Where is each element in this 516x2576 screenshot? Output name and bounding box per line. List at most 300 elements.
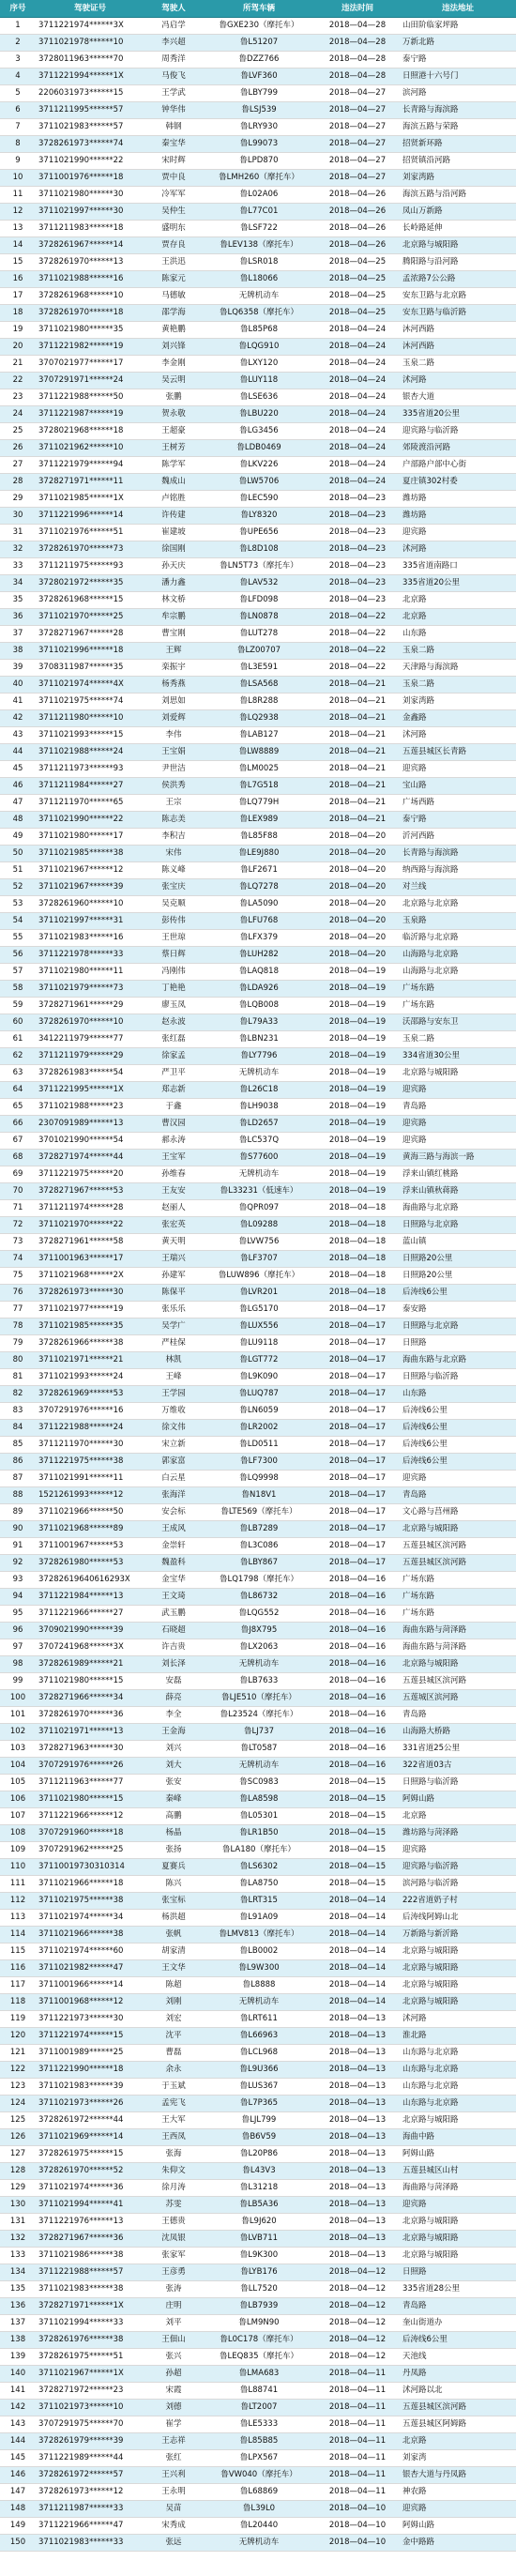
cell-violation-address: 玉泉二路 [400, 677, 516, 694]
cell-license-no: 3707291962******25 [36, 1842, 144, 1859]
cell-vehicle: 鲁LFD098 [203, 592, 315, 609]
cell-violation-address: 广场东路 [400, 981, 516, 998]
cell-seq: 75 [0, 1268, 36, 1285]
cell-driver: 卢铭胜 [144, 491, 203, 508]
cell-vehicle: 鲁LQ9998 [203, 1471, 315, 1487]
cell-violation-time: 2018—04—15 [315, 1825, 400, 1842]
cell-license-no: 3728271963******30 [36, 1741, 144, 1758]
cell-violation-address: 海曲东路与菏泽路 [400, 1623, 516, 1639]
cell-driver: 魏成山 [144, 474, 203, 491]
cell-driver: 曹汉园 [144, 1116, 203, 1133]
table-row [0, 102, 516, 119]
cell-violation-time: 2018—04—17 [315, 1386, 400, 1403]
cell-seq: 46 [0, 778, 36, 795]
cell-vehicle: 鲁LQB008 [203, 998, 315, 1014]
cell-license-no: 3711021993******24 [36, 1369, 144, 1386]
table-row [0, 1471, 516, 1487]
cell-driver: 钟华伟 [144, 102, 203, 119]
cell-vehicle: 鲁LD0511 [203, 1437, 315, 1454]
table-row [0, 812, 516, 829]
table-row [0, 2349, 516, 2366]
cell-driver: 王超豪 [144, 423, 203, 440]
cell-vehicle: 鲁LDB0469 [203, 440, 315, 457]
cell-vehicle: 鲁L3E591 [203, 660, 315, 677]
cell-seq: 48 [0, 812, 36, 829]
cell-license-no: 3701021990******54 [36, 1133, 144, 1150]
cell-license-no: 3728021968******18 [36, 423, 144, 440]
cell-vehicle: 鲁LKV226 [203, 457, 315, 474]
cell-vehicle: 鲁L09288 [203, 1217, 315, 1234]
table-row [0, 1589, 516, 1606]
cell-violation-time: 2018—04—18 [315, 1200, 400, 1217]
cell-seq: 15 [0, 254, 36, 271]
cell-driver: 马俊飞 [144, 69, 203, 85]
table-row [0, 1437, 516, 1454]
cell-license-no: 3711021985******38 [36, 846, 144, 862]
cell-driver: 王学武 [144, 85, 203, 102]
table-row [0, 18, 516, 35]
cell-violation-time: 2018—04—11 [315, 2383, 400, 2400]
cell-violation-address: 北京路与城阳路 [400, 1521, 516, 1538]
cell-license-no: 3711021966******38 [36, 1927, 144, 1943]
cell-license-no: 3711021994******41 [36, 2197, 144, 2214]
cell-license-no: 3728261970******52 [36, 2163, 144, 2180]
cell-driver: 张宏英 [144, 1217, 203, 1234]
cell-violation-time: 2018—04—12 [315, 2281, 400, 2298]
table-row [0, 981, 516, 998]
cell-license-no: 3711001976******18 [36, 170, 144, 187]
cell-license-no: 3711021982******47 [36, 1960, 144, 1977]
cell-violation-address: 泰宁路 [400, 812, 516, 829]
cell-vehicle: 鲁L33231（低速车） [203, 1183, 315, 1200]
cell-vehicle: 鲁LX2063 [203, 1639, 315, 1656]
cell-seq: 98 [0, 1656, 36, 1673]
cell-driver: 金宝华 [144, 1572, 203, 1589]
cell-driver: 林凯 [144, 1352, 203, 1369]
cell-violation-address: 后涛线6公里 [400, 1285, 516, 1302]
cell-violation-time: 2018—04—17 [315, 1318, 400, 1335]
cell-violation-time: 2018—04—16 [315, 1572, 400, 1589]
cell-vehicle: 无牌机动车 [203, 1758, 315, 1775]
cell-seq: 73 [0, 1234, 36, 1251]
cell-violation-time: 2018—04—20 [315, 879, 400, 896]
cell-seq: 52 [0, 879, 36, 896]
cell-seq: 43 [0, 727, 36, 744]
table-row [0, 1943, 516, 1960]
cell-seq: 30 [0, 508, 36, 525]
cell-license-no: 3728271974******44 [36, 1150, 144, 1166]
cell-vehicle: 鲁LEX989 [203, 812, 315, 829]
cell-violation-time: 2018—04—28 [315, 18, 400, 35]
cell-driver: 王金海 [144, 1724, 203, 1741]
cell-seq: 35 [0, 592, 36, 609]
cell-violation-address: 海曲东路与菏泽路 [400, 1639, 516, 1656]
cell-violation-address: 淮北路 [400, 2028, 516, 2045]
table-row [0, 694, 516, 710]
cell-violation-address: 迎宾路 [400, 1133, 516, 1150]
cell-driver: 陈保平 [144, 1285, 203, 1302]
cell-violation-time: 2018—04—24 [315, 389, 400, 406]
cell-license-no: 3711221996******14 [36, 508, 144, 525]
cell-seq: 104 [0, 1758, 36, 1775]
cell-violation-address: 五莲县城区滨河路 [400, 1538, 516, 1555]
table-row [0, 1690, 516, 1707]
cell-vehicle: 鲁L20P86 [203, 2146, 315, 2163]
cell-driver: 郭家富 [144, 1454, 203, 1471]
cell-violation-time: 2018—04—14 [315, 1927, 400, 1943]
cell-license-no: 3711221978******33 [36, 947, 144, 964]
cell-driver: 王友安 [144, 1183, 203, 1200]
cell-violation-address: 刘家湾 [400, 2450, 516, 2467]
cell-driver: 徐文伟 [144, 1420, 203, 1437]
table-row [0, 1285, 516, 1302]
cell-seq: 63 [0, 1065, 36, 1082]
cell-violation-address: 北京路与城阳路 [400, 237, 516, 254]
table-row [0, 2501, 516, 2518]
cell-driver: 张帆 [144, 1927, 203, 1943]
cell-vehicle: 鲁L91A09 [203, 1910, 315, 1927]
cell-seq: 29 [0, 491, 36, 508]
cell-license-no: 3728261975******51 [36, 2349, 144, 2366]
cell-violation-address: 北京路与城阳路 [400, 1943, 516, 1960]
table-row [0, 491, 516, 508]
cell-vehicle: 鲁LJ737 [203, 1724, 315, 1741]
cell-license-no: 3711021968******2X [36, 1268, 144, 1285]
cell-violation-address: 迎宾路 [400, 2197, 516, 2214]
cell-vehicle: 鲁LUH282 [203, 947, 315, 964]
cell-license-no: 3728271961******29 [36, 998, 144, 1014]
cell-seq: 108 [0, 1825, 36, 1842]
cell-vehicle: 鲁LM0025 [203, 761, 315, 778]
cell-vehicle: 鲁L51207 [203, 35, 315, 52]
cell-violation-address: 北京路与城阳路 [400, 2231, 516, 2248]
table-row [0, 964, 516, 981]
table-body [0, 18, 516, 2552]
table-row [0, 575, 516, 592]
cell-driver: 张安 [144, 1775, 203, 1791]
cell-seq: 119 [0, 2011, 36, 2028]
cell-violation-address: 后涛线6公里 [400, 1437, 516, 1454]
cell-license-no: 3711021971******13 [36, 1724, 144, 1741]
cell-vehicle: 鲁LTE569（摩托车） [203, 1504, 315, 1521]
cell-vehicle: 鲁LPD870 [203, 153, 315, 170]
cell-seq: 37 [0, 626, 36, 643]
table-row [0, 930, 516, 947]
cell-seq: 53 [0, 896, 36, 913]
cell-vehicle: 鲁LCL968 [203, 2045, 315, 2062]
cell-seq: 103 [0, 1741, 36, 1758]
table-row [0, 339, 516, 356]
cell-violation-time: 2018—04—24 [315, 373, 400, 389]
cell-vehicle: 鲁LRT315 [203, 1893, 315, 1910]
cell-seq: 6 [0, 102, 36, 119]
cell-license-no: 3711021985******1X [36, 491, 144, 508]
cell-seq: 40 [0, 677, 36, 694]
cell-seq: 123 [0, 2079, 36, 2096]
cell-violation-time: 2018—04—12 [315, 2264, 400, 2281]
table-row [0, 1859, 516, 1876]
cell-driver: 王瑞兴 [144, 1251, 203, 1268]
cell-license-no: 3728261968******10 [36, 288, 144, 305]
table-row [0, 592, 516, 609]
cell-license-no: 3711021974******36 [36, 2180, 144, 2197]
cell-seq: 142 [0, 2400, 36, 2416]
cell-license-no: 3711221976******13 [36, 2214, 144, 2231]
table-row [0, 440, 516, 457]
cell-driver: 刘兴 [144, 1741, 203, 1758]
cell-violation-address: 纳西路与海滨路 [400, 862, 516, 879]
cell-driver: 冯刚伟 [144, 964, 203, 981]
cell-vehicle: 鲁B6V59 [203, 2129, 315, 2146]
cell-seq: 128 [0, 2163, 36, 2180]
table-row [0, 1758, 516, 1775]
cell-license-no: 3728271966******34 [36, 1690, 144, 1707]
cell-violation-address: 银杏大道 [400, 389, 516, 406]
cell-vehicle: 鲁L85P68 [203, 322, 315, 339]
cell-driver: 牟宗鹏 [144, 609, 203, 626]
cell-vehicle: 鲁LN0878 [203, 609, 315, 626]
table-row [0, 35, 516, 52]
cell-driver: 刘长泽 [144, 1656, 203, 1673]
cell-vehicle: 鲁LS6302 [203, 1859, 315, 1876]
cell-license-no: 3711221966******12 [36, 1808, 144, 1825]
cell-vehicle: 鲁L68869 [203, 2484, 315, 2501]
cell-driver: 吴克顺 [144, 896, 203, 913]
cell-vehicle: 鲁LB7289 [203, 1521, 315, 1538]
table-row [0, 2062, 516, 2079]
cell-vehicle: 鲁LMH260（摩托车） [203, 170, 315, 187]
table-row [0, 626, 516, 643]
cell-violation-time: 2018—04—17 [315, 1420, 400, 1437]
cell-violation-time: 2018—04—19 [315, 1150, 400, 1166]
table-row [0, 2011, 516, 2028]
cell-license-no: 3711211995******57 [36, 102, 144, 119]
cell-vehicle: 鲁S77600 [203, 1150, 315, 1166]
cell-vehicle: 鲁LSF722 [203, 221, 315, 237]
cell-license-no: 3711221988******57 [36, 2264, 144, 2281]
cell-seq: 54 [0, 913, 36, 930]
cell-violation-time: 2018—04—22 [315, 626, 400, 643]
cell-violation-address: 沭河路 [400, 727, 516, 744]
cell-license-no: 3711021993******15 [36, 727, 144, 744]
cell-seq: 116 [0, 1960, 36, 1977]
table-row [0, 660, 516, 677]
cell-violation-time: 2018—04—20 [315, 947, 400, 964]
cell-vehicle: 鲁VW040（摩托车） [203, 2467, 315, 2484]
table-row [0, 2400, 516, 2416]
table-row [0, 829, 516, 846]
cell-vehicle: 无牌机动车 [203, 2535, 315, 2552]
cell-seq: 19 [0, 322, 36, 339]
cell-driver: 宋立新 [144, 1437, 203, 1454]
cell-vehicle: 无牌机动车 [203, 1166, 315, 1183]
cell-vehicle: 鲁LVF360 [203, 69, 315, 85]
cell-driver: 崔学 [144, 2416, 203, 2433]
cell-violation-time: 2018—04—21 [315, 812, 400, 829]
cell-violation-address: 文心路与莒州路 [400, 1504, 516, 1521]
cell-driver: 王彦勇 [144, 2264, 203, 2281]
cell-seq: 23 [0, 389, 36, 406]
table-row [0, 879, 516, 896]
cell-seq: 110 [0, 1859, 36, 1876]
cell-driver: 魏盈科 [144, 1555, 203, 1572]
cell-license-no: 3711211975******93 [36, 558, 144, 575]
cell-vehicle: 鲁LW8889 [203, 744, 315, 761]
cell-vehicle: 鲁LQ1798（摩托车） [203, 1572, 315, 1589]
cell-license-no: 3707021977******17 [36, 356, 144, 373]
cell-violation-address: 北京路与城阳路 [400, 2214, 516, 2231]
cell-violation-address: 后涛线6公里 [400, 2332, 516, 2349]
cell-seq: 61 [0, 1031, 36, 1048]
cell-violation-address: 北京路与城阳路 [400, 1977, 516, 1994]
table-row [0, 1335, 516, 1352]
cell-violation-time: 2018—04—24 [315, 322, 400, 339]
table-row [0, 1065, 516, 1082]
cell-driver: 刘平 [144, 2315, 203, 2332]
cell-violation-address: 五莲县城区滨河路 [400, 2400, 516, 2416]
cell-seq: 127 [0, 2146, 36, 2163]
cell-license-no: 1521261993******12 [36, 1487, 144, 1504]
cell-seq: 34 [0, 575, 36, 592]
cell-driver: 张宝标 [144, 1893, 203, 1910]
cell-violation-time: 2018—04—15 [315, 1842, 400, 1859]
cell-seq: 3 [0, 52, 36, 69]
cell-driver: 王宝娟 [144, 744, 203, 761]
cell-seq: 113 [0, 1910, 36, 1927]
cell-license-no: 3728261970******36 [36, 1707, 144, 1724]
cell-vehicle: 鲁LBY867 [203, 1555, 315, 1572]
cell-license-no: 3711021974******4X [36, 677, 144, 694]
cell-license-no: 3711021966******50 [36, 1504, 144, 1521]
cell-violation-address: 海曲东路与北京路 [400, 1352, 516, 1369]
cell-driver: 杨晶 [144, 1825, 203, 1842]
cell-license-no: 3711021996******18 [36, 643, 144, 660]
cell-seq: 84 [0, 1420, 36, 1437]
cell-violation-address: 泰宁路 [400, 52, 516, 69]
cell-vehicle: 鲁LBU220 [203, 406, 315, 423]
cell-driver: 徐家孟 [144, 1048, 203, 1065]
cell-vehicle: 鲁UPE656 [203, 525, 315, 541]
cell-driver: 王德贵 [144, 2214, 203, 2231]
cell-seq: 36 [0, 609, 36, 626]
cell-violation-address: 泰安路 [400, 1302, 516, 1318]
cell-violation-address: 后涛线6公里 [400, 1420, 516, 1437]
cell-seq: 97 [0, 1639, 36, 1656]
cell-driver: 潘力鑫 [144, 575, 203, 592]
cell-driver: 万维收 [144, 1403, 203, 1420]
cell-violation-time: 2018—04—17 [315, 1487, 400, 1504]
cell-seq: 111 [0, 1876, 36, 1893]
cell-violation-address: 沭河路 [400, 541, 516, 558]
cell-violation-address: 阿姆山路 [400, 2518, 516, 2535]
cell-seq: 83 [0, 1403, 36, 1420]
cell-violation-time: 2018—04—13 [315, 2248, 400, 2264]
cell-seq: 66 [0, 1116, 36, 1133]
cell-seq: 90 [0, 1521, 36, 1538]
cell-driver: 宋霞 [144, 2383, 203, 2400]
cell-violation-time: 2018—04—28 [315, 52, 400, 69]
cell-vehicle: 鲁L66963 [203, 2028, 315, 2045]
cell-violation-time: 2018—04—21 [315, 778, 400, 795]
table-row [0, 1234, 516, 1251]
cell-driver: 李金刚 [144, 356, 203, 373]
cell-license-no: 37282619640616293X [36, 1572, 144, 1589]
table-row [0, 1842, 516, 1859]
cell-driver: 沈凤银 [144, 2231, 203, 2248]
table-row [0, 119, 516, 136]
cell-driver: 沈平 [144, 2028, 203, 2045]
cell-violation-address: 长岭路延伸 [400, 221, 516, 237]
cell-violation-time: 2018—04—18 [315, 1285, 400, 1302]
cell-violation-address: 迎宾路 [400, 1082, 516, 1099]
cell-violation-time: 2018—04—23 [315, 491, 400, 508]
cell-violation-address: 山东路与北京路 [400, 2045, 516, 2062]
cell-license-no: 3728261967******14 [36, 237, 144, 254]
cell-license-no: 3711221982******19 [36, 339, 144, 356]
cell-license-no: 3711021967******39 [36, 879, 144, 896]
cell-license-no: 3711211979******29 [36, 1048, 144, 1065]
cell-violation-time: 2018—04—13 [315, 2079, 400, 2096]
table-row [0, 744, 516, 761]
cell-vehicle: 鲁L8D108 [203, 541, 315, 558]
table-row [0, 406, 516, 423]
table-row [0, 237, 516, 254]
cell-seq: 13 [0, 221, 36, 237]
cell-vehicle: 鲁LG5170 [203, 1302, 315, 1318]
cell-violation-time: 2018—04—14 [315, 1943, 400, 1960]
header-violation-address: 违法地址 [400, 0, 516, 18]
cell-license-no: 3711021980******35 [36, 322, 144, 339]
table-row [0, 1572, 516, 1589]
cell-violation-address: 334省道30公里 [400, 1048, 516, 1065]
cell-driver: 夏赛兵 [144, 1859, 203, 1876]
cell-violation-time: 2018—04—13 [315, 2180, 400, 2197]
cell-driver: 孙天庆 [144, 558, 203, 575]
cell-violation-time: 2018—04—26 [315, 237, 400, 254]
table-row [0, 1724, 516, 1741]
cell-vehicle: 鲁LB5A36 [203, 2197, 315, 2214]
cell-vehicle: 鲁LFX379 [203, 930, 315, 947]
cell-license-no: 2206031973******15 [36, 85, 144, 102]
cell-vehicle: 鲁L99073 [203, 136, 315, 153]
cell-violation-address: 广场东路 [400, 1572, 516, 1589]
cell-violation-address: 迎宾路 [400, 761, 516, 778]
cell-violation-time: 2018—04—21 [315, 677, 400, 694]
table-row [0, 1504, 516, 1521]
cell-violation-time: 2018—04—24 [315, 356, 400, 373]
cell-violation-time: 2018—04—17 [315, 1555, 400, 1572]
cell-vehicle: 鲁L9K090 [203, 1369, 315, 1386]
cell-seq: 2 [0, 35, 36, 52]
cell-seq: 87 [0, 1471, 36, 1487]
cell-seq: 129 [0, 2180, 36, 2197]
table-row [0, 2214, 516, 2231]
cell-violation-address: 青岛路 [400, 1099, 516, 1116]
cell-violation-address: 北京路与城阳路 [400, 1960, 516, 1977]
cell-driver: 尹世洁 [144, 761, 203, 778]
cell-violation-time: 2018—04—16 [315, 1673, 400, 1690]
cell-violation-time: 2018—04—18 [315, 1234, 400, 1251]
cell-driver: 陈义峰 [144, 862, 203, 879]
cell-license-no: 3711211974******28 [36, 1200, 144, 1217]
table-row [0, 2433, 516, 2450]
cell-violation-address: 青岛路 [400, 2298, 516, 2315]
cell-vehicle: 鲁L26C18 [203, 1082, 315, 1099]
cell-violation-time: 2018—04—10 [315, 2518, 400, 2535]
table-row [0, 2366, 516, 2383]
cell-violation-address: 滨河路 [400, 85, 516, 102]
cell-violation-address: 玉泉二路 [400, 643, 516, 660]
